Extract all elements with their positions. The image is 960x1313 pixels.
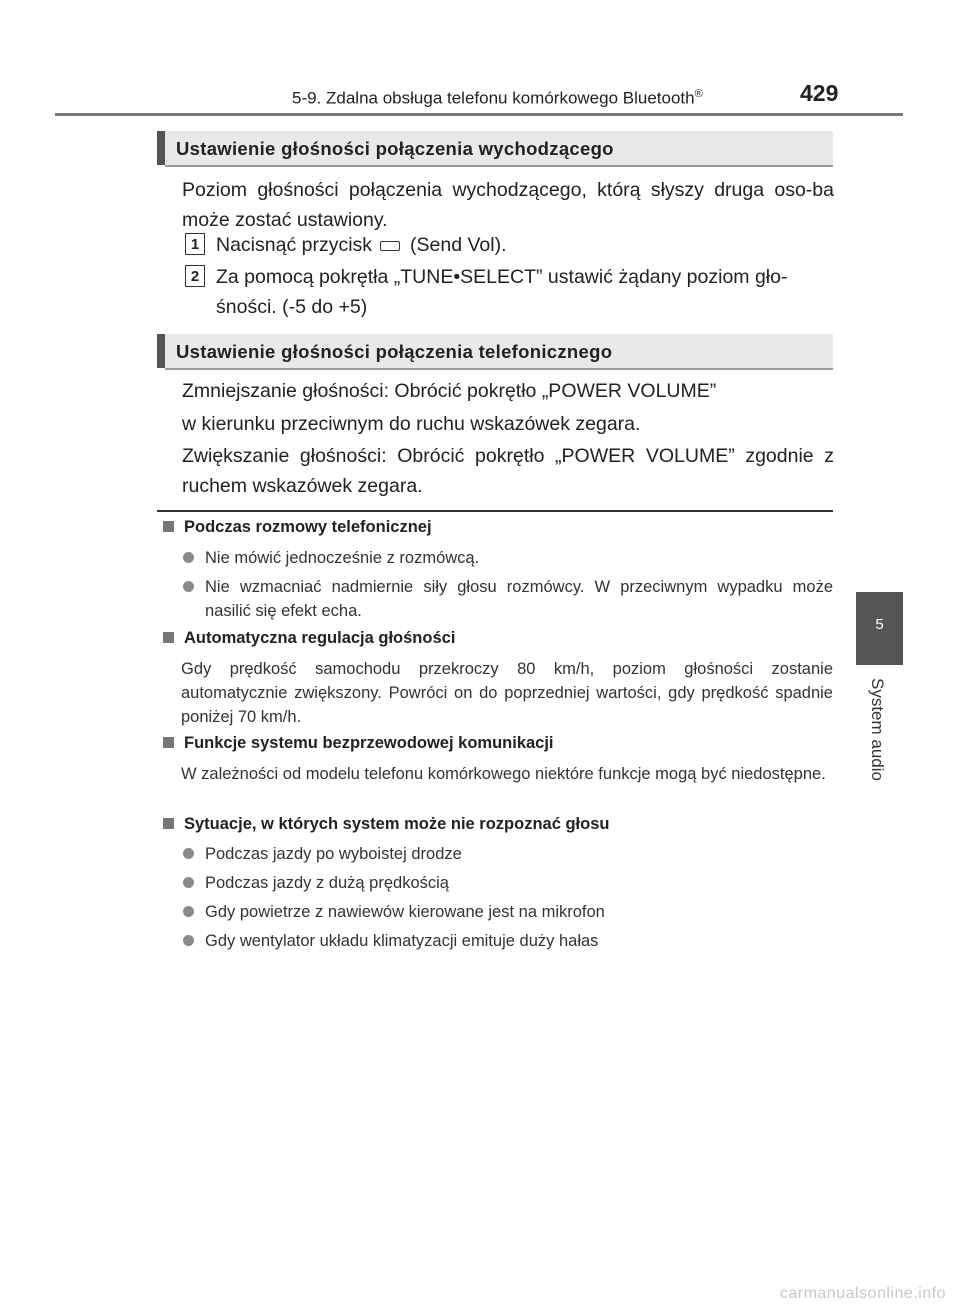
section-underline xyxy=(165,165,833,167)
note-body: Gdy prędkość samochodu przekroczy 80 km/h, poziom głośności zostanie automatycznie zwiększony. Powróci on do poprzedniej wartości, gdy prędkość spadnie poniżej 70 km/h. xyxy=(181,660,833,726)
chapter-tab xyxy=(856,592,903,665)
section-title: Ustawienie głośności połączenia wychodzącego xyxy=(176,138,614,159)
volume-down-line: Zmniejszanie głośności: Obrócić pokrętło „POWER VOLUME” xyxy=(182,380,717,402)
bullet-icon xyxy=(183,848,194,859)
page-header xyxy=(0,0,960,120)
watermark: carmanualsonline.info xyxy=(779,1285,946,1302)
section-title: Ustawienie głośności połączenia telefonicznego xyxy=(176,341,613,362)
bullet-icon xyxy=(183,552,194,563)
bullet-icon xyxy=(183,877,194,888)
send-vol-button-icon xyxy=(380,241,400,251)
square-bullet-icon xyxy=(163,737,174,748)
section-marker xyxy=(157,131,165,165)
chapter-title: 5-9. Zdalna obsługa telefonu komórkowego Bluetooth® xyxy=(292,88,703,108)
step-number: 2 xyxy=(185,265,205,287)
section-underline xyxy=(165,368,833,370)
section-heading-outgoing-volume xyxy=(157,131,833,165)
square-bullet-icon xyxy=(163,818,174,829)
step-text: Za pomocą pokrętła „TUNE•SELECT” ustawić żądany poziom gło-śności. (-5 do +5) xyxy=(216,266,788,318)
bullet-icon xyxy=(183,906,194,917)
note-heading: Sytuacje, w których system może nie rozpoznać głosu xyxy=(163,815,609,834)
square-bullet-icon xyxy=(163,521,174,532)
chapter-number: 5 xyxy=(875,616,884,633)
volume-down-line-cont: w kierunku przeciwnym do ruchu wskazówek zegara. xyxy=(182,413,641,435)
bullet-icon xyxy=(183,935,194,946)
section-marker xyxy=(157,334,165,368)
notes-divider xyxy=(157,510,833,512)
registered-mark: ® xyxy=(694,88,703,100)
bullet-icon xyxy=(183,581,194,592)
step-number: 1 xyxy=(185,233,205,255)
note-body: W zależności od modelu telefonu komórkowego niektóre funkcje mogą być niedostępne. xyxy=(181,765,826,783)
section-intro: Poziom głośności połączenia wychodzącego, którą słyszy druga oso-ba może zostać ustawiony. xyxy=(182,179,834,231)
note-heading: Automatyczna regulacja głośności xyxy=(163,629,455,648)
note-heading: Podczas rozmowy telefonicznej xyxy=(163,518,432,537)
section-heading-call-volume xyxy=(157,334,833,368)
step-text: Nacisnąć przycisk (Send Vol). xyxy=(216,234,507,256)
header-divider xyxy=(55,113,903,116)
square-bullet-icon xyxy=(163,632,174,643)
page-number: 429 xyxy=(800,80,839,106)
volume-up-line: Zwiększanie głośności: Obrócić pokrętło „POWER VOLUME” zgodnie z ruchem wskazówek zegara. xyxy=(182,445,834,497)
note-heading: Funkcje systemu bezprzewodowej komunikacji xyxy=(163,734,554,753)
